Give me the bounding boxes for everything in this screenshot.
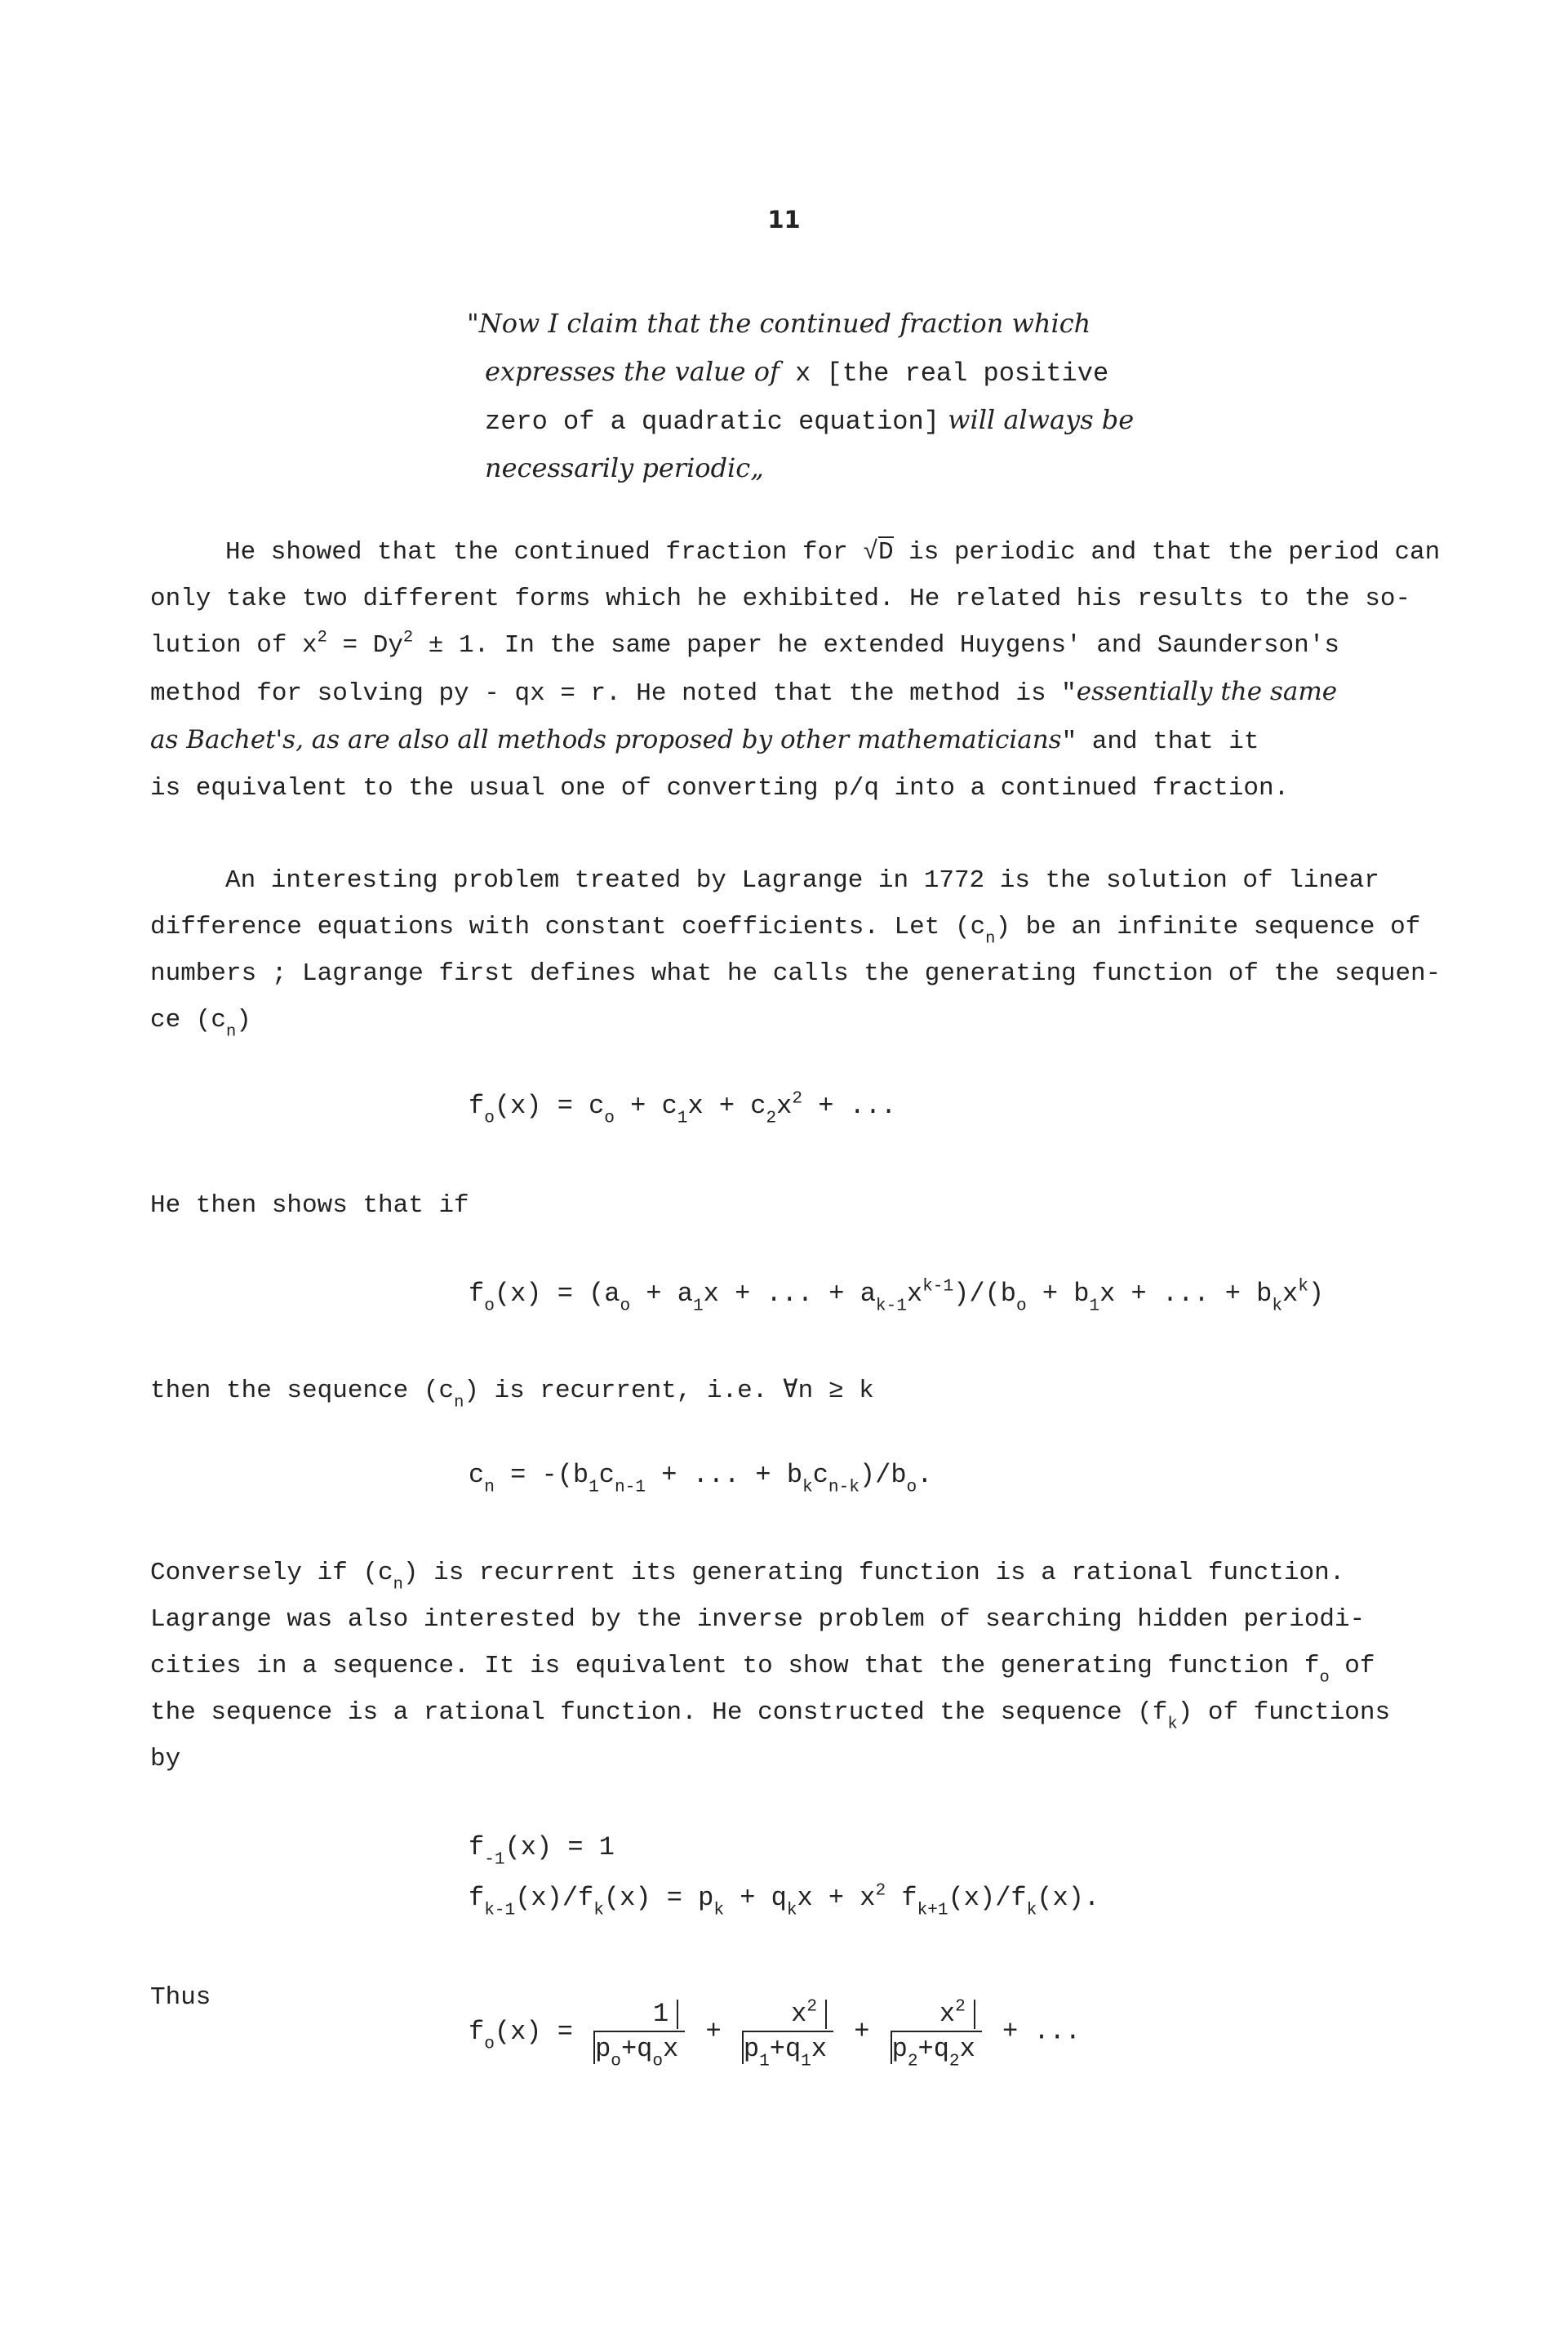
- eq3-c: = -(b: [494, 1460, 589, 1490]
- cf-t3-den-b: 2: [907, 2051, 918, 2071]
- p1-line-5: [150, 717, 1440, 765]
- sqrt-symbol: √: [863, 538, 878, 567]
- quote-line-1: [467, 300, 1134, 349]
- eq2-g: x + ... + a: [703, 1279, 876, 1309]
- quote-line-4: [467, 445, 1134, 493]
- eq1-e: + c: [614, 1091, 677, 1121]
- eq4-b: -1: [484, 1849, 505, 1870]
- cf-term-1-numerator: [593, 1999, 685, 2032]
- block-quote: [467, 300, 1134, 493]
- p1-line-1-c: is periodic and that the period can: [893, 538, 1441, 567]
- cf-term-1-denominator: [593, 2032, 685, 2071]
- then-line-sub-n: n: [454, 1393, 464, 1413]
- cf-term-2: [742, 1996, 833, 2071]
- eq3-j: n-k: [828, 1477, 860, 1497]
- cf-t2-num-a: x: [791, 1999, 807, 2029]
- eq2-f: 1: [692, 1296, 704, 1316]
- p1-line-3-c: = Dy: [326, 631, 403, 660]
- eq4-a: f: [469, 1832, 485, 1862]
- p2-sub-n: n: [985, 929, 996, 949]
- equation-continued-fraction: [469, 1996, 1081, 2071]
- cf-term-1: [593, 1999, 685, 2071]
- eq5-m: (x)/f: [948, 1883, 1027, 1913]
- cf-t1-den-a: p: [595, 2034, 611, 2064]
- p3-line-4: [150, 1689, 1390, 1736]
- eq5-l: k+1: [917, 1900, 948, 1920]
- sqrt-radicand: D: [877, 538, 894, 567]
- eq3-l: o: [906, 1477, 917, 1497]
- eq5-j: 2: [875, 1880, 886, 1901]
- p3-sub-n: n: [393, 1575, 403, 1595]
- p1-line-4-italic: essentially the same: [1076, 677, 1338, 706]
- p1-line-5-b: " and that it: [1061, 727, 1259, 756]
- eq2-d: o: [620, 1296, 631, 1316]
- eq5-o: (x).: [1037, 1883, 1100, 1913]
- eq2-b: o: [484, 1296, 495, 1316]
- p2-line-2-a: difference equations with constant coefficients. Let (c: [150, 913, 986, 941]
- eq3-g: + ... + b: [645, 1460, 803, 1490]
- eq3-a: c: [469, 1460, 485, 1490]
- cf-term-3-denominator: [891, 2032, 982, 2071]
- cf-t1-den-b: o: [611, 2051, 621, 2071]
- eq1-i: x: [776, 1091, 793, 1121]
- quote-line-2-italic: expresses the value of: [485, 356, 780, 387]
- p1-sup-1: 2: [317, 628, 327, 647]
- quote-line-2-mono: x [the real positive: [779, 358, 1109, 389]
- eq1-k: + ...: [802, 1091, 897, 1121]
- eq3-i: c: [812, 1460, 828, 1490]
- cf-plus-2: +: [854, 2016, 870, 2047]
- cf-lhs-a: f: [469, 2016, 485, 2047]
- eq3-f: n-1: [614, 1477, 646, 1497]
- eq5-g: + q: [724, 1883, 787, 1913]
- cf-t2-den-b: 1: [759, 2051, 770, 2071]
- cf-tail: + ...: [1002, 2016, 1081, 2047]
- p3-line-1-c: ) is recurrent its generating function is a rational function.: [402, 1559, 1345, 1587]
- p3-line-3-a: cities in a sequence. It is equivalent to show that the generating function f: [150, 1652, 1320, 1680]
- eq5-d: k: [593, 1900, 604, 1920]
- p3-line-1-a: Conversely if (c: [150, 1559, 393, 1587]
- eq1-f: 1: [677, 1108, 688, 1128]
- paragraph-3: [150, 1550, 1390, 1782]
- eq5-c: (x)/f: [515, 1883, 594, 1913]
- cf-lhs-c: (x) =: [494, 2016, 573, 2047]
- p3-line-3: [150, 1643, 1390, 1689]
- cf-term-2-numerator: [742, 1996, 833, 2032]
- thus-label: Thus: [150, 1983, 211, 2012]
- eq5-f: k: [713, 1900, 724, 1920]
- eq5-e: (x) = p: [603, 1883, 714, 1913]
- p1-line-4-a: method for solving py - qx = r. He noted that the method is ": [150, 679, 1077, 708]
- cf-bracket-2: [825, 2000, 827, 2029]
- eq3-e: c: [598, 1460, 615, 1490]
- cf-t1-den-e: x: [663, 2034, 679, 2064]
- p1-line-2: only take two different forms which he exhibited. He related his results to the so-: [150, 585, 1411, 613]
- eq3-k: )/b: [859, 1460, 907, 1490]
- eq1-h: 2: [766, 1108, 777, 1128]
- eq2-l: o: [1015, 1296, 1027, 1316]
- cf-term-2-denominator: [742, 2032, 833, 2071]
- paragraph-1: [150, 529, 1440, 812]
- cf-t3-den-d: 2: [948, 2051, 960, 2071]
- quote-line-4-italic: necessarily periodic„: [485, 452, 764, 483]
- eq5-i: x + x: [797, 1883, 876, 1913]
- paragraph-2: [150, 857, 1441, 1043]
- eq5-a: f: [469, 1883, 485, 1913]
- eq2-m: + b: [1026, 1279, 1090, 1309]
- cf-t1-den-c: +q: [620, 2034, 653, 2064]
- cf-term-3-numerator: [891, 1996, 982, 2032]
- cf-t2-num-b: 2: [806, 1996, 818, 2017]
- he-then-line: He then shows that if: [150, 1191, 469, 1220]
- eq2-p: k: [1272, 1296, 1282, 1316]
- eq5-n: k: [1026, 1900, 1037, 1920]
- p2-line-2-c: ) be an infinite sequence of: [995, 913, 1421, 941]
- p1-line-3: [150, 622, 1440, 669]
- eq2-a: f: [469, 1279, 485, 1309]
- p2-line-4: [150, 997, 1441, 1043]
- p3-line-4-a: the sequence is a rational function. He constructed the sequence (f: [150, 1698, 1168, 1727]
- equation-recurrence: [469, 1460, 933, 1497]
- eq2-q: x: [1282, 1279, 1299, 1309]
- p1-line-6: is equivalent to the usual one of converting p/q into a continued fraction.: [150, 774, 1290, 803]
- p1-line-3-e: ± 1. In the same paper he extended Huygens' and Saunderson's: [413, 631, 1339, 660]
- p1-line-4: [150, 669, 1440, 717]
- p1-line-1-a: He showed that the continued fraction for: [225, 538, 864, 567]
- eq1-c: (x) = c: [494, 1091, 605, 1121]
- cf-t2-den-d: 1: [801, 2051, 811, 2071]
- p2-line-1: An interesting problem treated by Lagrange in 1772 is the solution of linear: [225, 866, 1379, 895]
- eq4-c: (x) = 1: [504, 1832, 615, 1862]
- eq5-h: k: [786, 1900, 797, 1920]
- p3-line-5: by: [150, 1745, 181, 1773]
- eq3-d: 1: [589, 1477, 599, 1497]
- eq2-h: k-1: [875, 1296, 907, 1316]
- p1-line-5-italic: as Bachet's, as are also all methods proposed by other mathematicians: [150, 725, 1062, 754]
- cf-t3-num-b: 2: [955, 1996, 966, 2017]
- eq2-j: k-1: [922, 1276, 954, 1297]
- cf-lhs: [469, 2016, 573, 2054]
- cf-t3-den-c: +q: [917, 2034, 949, 2064]
- cf-t3-den-a: p: [891, 2034, 908, 2064]
- eq2-i: x: [906, 1279, 923, 1309]
- eq3-h: k: [802, 1477, 813, 1497]
- cf-term-3: [891, 1996, 982, 2071]
- cf-bracket-1: [677, 2000, 678, 2029]
- quote-line-3: [467, 397, 1134, 445]
- eq2-k: )/(b: [953, 1279, 1016, 1309]
- p2-line-4-a: ce (c: [150, 1006, 227, 1034]
- quote-line-2: [467, 349, 1134, 397]
- equation-rational-form: [469, 1276, 1325, 1316]
- equation-generating-function: [469, 1088, 897, 1128]
- quote-line-1-text: "Now I claim that the continued fraction which: [467, 308, 1091, 339]
- p1-line-3-a: lution of x: [150, 631, 318, 660]
- eq5-b: k-1: [484, 1900, 516, 1920]
- cf-bracket-3: [974, 2000, 975, 2029]
- eq2-s: ): [1308, 1279, 1325, 1309]
- quote-line-3-italic: will always be: [939, 404, 1135, 435]
- p3-line-4-c: ) of functions: [1177, 1698, 1391, 1727]
- p3-line-3-c: of: [1329, 1652, 1375, 1680]
- equation-f-ratio: [469, 1880, 1100, 1920]
- p2-line-2: [150, 904, 1441, 950]
- equation-f-minus-1: [469, 1832, 615, 1870]
- cf-t2-den-a: p: [743, 2034, 760, 2064]
- cf-t3-den-e: x: [959, 2034, 975, 2064]
- eq5-k: f: [886, 1883, 917, 1913]
- p1-line-1: [150, 529, 1440, 576]
- p2-line-4-c: ): [236, 1006, 251, 1034]
- eq2-c: (x) = (a: [494, 1279, 620, 1309]
- p2-line-3: numbers ; Lagrange first defines what he calls the generating function of the sequen-: [150, 959, 1441, 988]
- eq2-o: x + ... + b: [1099, 1279, 1273, 1309]
- cf-t2-den-e: x: [811, 2034, 828, 2064]
- cf-t2-den-c: +q: [769, 2034, 802, 2064]
- page-number: 11: [767, 206, 801, 234]
- then-recurrent-line: [150, 1368, 874, 1414]
- eq1-g: x + c: [687, 1091, 766, 1121]
- cf-lhs-b: o: [484, 2034, 495, 2054]
- p1-sup-2: 2: [402, 628, 414, 647]
- cf-t1-den-d: o: [652, 2051, 664, 2071]
- quote-line-3-mono: zero of a quadratic equation]: [485, 407, 939, 437]
- then-line-a: then the sequence (c: [150, 1377, 455, 1405]
- eq1-b: o: [484, 1108, 495, 1128]
- cf-term-1-num: 1: [653, 1999, 669, 2029]
- cf-plus-1: +: [705, 2016, 722, 2047]
- eq1-j: 2: [792, 1088, 803, 1109]
- p3-line-1: [150, 1550, 1390, 1596]
- eq2-e: + a: [630, 1279, 693, 1309]
- eq1-a: f: [469, 1091, 485, 1121]
- p2-sub-n-2: n: [226, 1022, 237, 1042]
- p3-sub-k: k: [1167, 1715, 1178, 1734]
- eq1-d: o: [604, 1108, 615, 1128]
- p3-sub-o: o: [1319, 1668, 1330, 1688]
- eq2-r: k: [1298, 1276, 1308, 1297]
- cf-t3-num-a: x: [939, 1999, 956, 2029]
- then-line-c: ) is recurrent, i.e. ∀n ≥ k: [464, 1377, 874, 1405]
- eq3-m: .: [917, 1460, 933, 1490]
- eq2-n: 1: [1089, 1296, 1100, 1316]
- eq3-b: n: [484, 1477, 495, 1497]
- p3-line-2: Lagrange was also interested by the inverse problem of searching hidden periodi-: [150, 1605, 1366, 1634]
